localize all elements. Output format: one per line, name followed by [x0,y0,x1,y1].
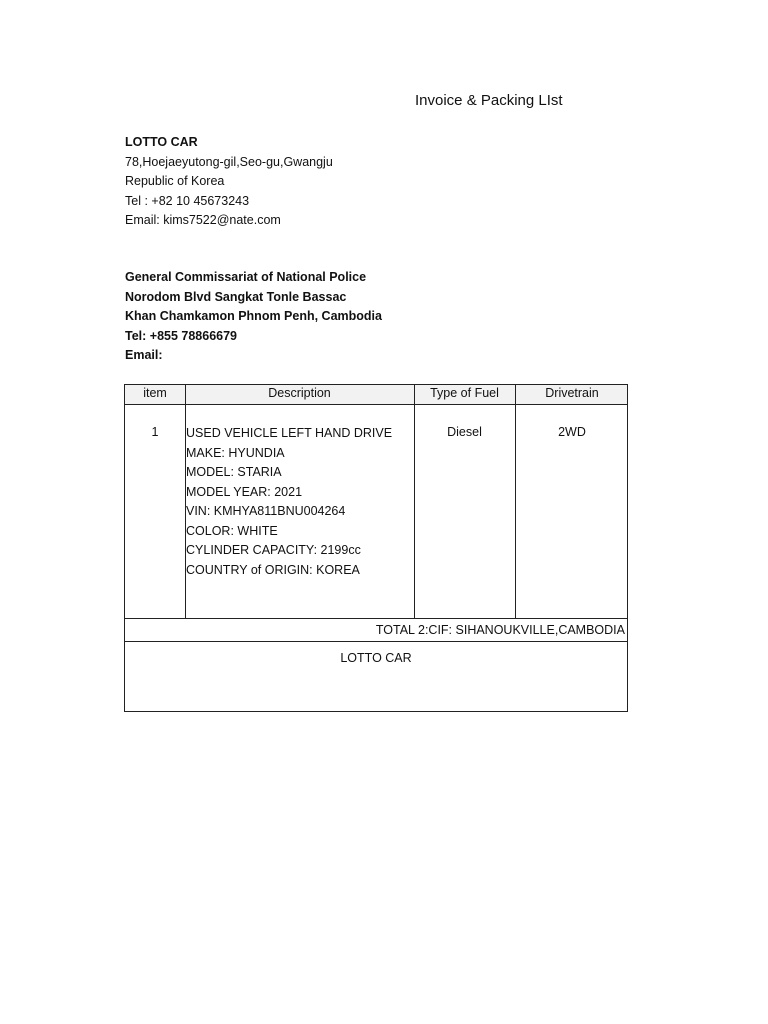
buyer-email: Email: [125,348,163,362]
invoice-table [124,384,628,712]
buyer-block [125,268,382,366]
seller-email: Email: kims7522@nate.com [125,213,281,227]
description-line: USED VEHICLE LEFT HAND DRIVE [186,426,393,440]
row-item-number: 1 [151,425,159,439]
seller-address: 78,Hoejaeyutong-gil,Seo-gu,Gwangju [125,154,333,169]
header-divider [125,404,627,405]
seller-block [125,133,333,231]
description-line: MODEL YEAR: 2021 [186,484,303,499]
total-divider [125,641,627,642]
total-line: TOTAL 2:CIF: SIHANOUKVILLE,CAMBODIA [375,623,625,637]
buyer-address-line-1: Norodom Blvd Sangkat Tonle Bassac [125,289,347,304]
row-description [186,424,392,580]
document-title: Invoice & Packing LIst [415,92,563,109]
header-item: item [143,386,167,400]
seller-country: Republic of Korea [125,174,225,188]
buyer-name: General Commissariat of National Police [125,270,367,284]
description-line: MODEL: STARIA [186,465,282,479]
description-line: MAKE: HYUNDIA [186,445,285,460]
seller-name: LOTTO CAR [125,135,198,149]
header-description: Description [268,386,331,400]
description-line: COUNTRY of ORIGIN: KOREA [186,562,360,577]
description-line: CYLINDER CAPACITY: 2199cc [186,543,361,557]
buyer-tel: Tel: +855 78866679 [125,328,238,343]
header-fuel: Type of Fuel [430,386,499,400]
header-drivetrain: Drivetrain [545,386,599,400]
description-line: COLOR: WHITE [186,523,278,538]
row-drivetrain: 2WD [558,425,586,439]
footer-company-name: LOTTO CAR [340,651,412,665]
column-divider-fuel [515,385,516,618]
body-divider [125,618,627,619]
column-divider-description [414,385,415,618]
row-fuel: Diesel [447,425,482,439]
description-line: VIN: KMHYA811BNU004264 [186,504,346,518]
seller-tel: Tel : +82 10 45673243 [125,193,250,208]
buyer-address-line-2: Khan Chamkamon Phnom Penh, Cambodia [125,309,382,323]
